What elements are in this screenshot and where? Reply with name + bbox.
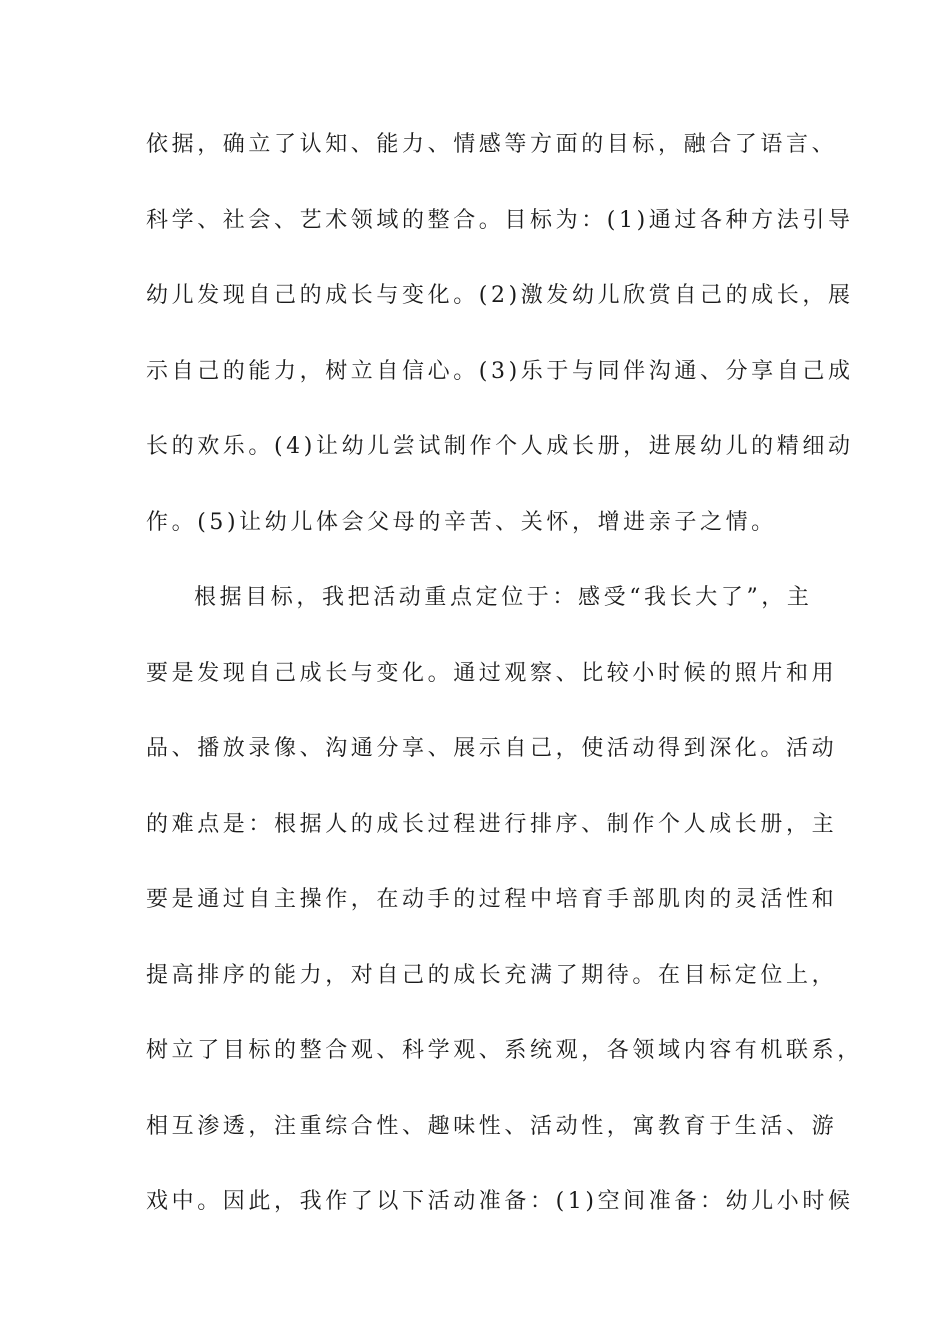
text-line: 作。(5)让幼儿体会父母的辛苦、关怀，增进亲子之情。	[146, 509, 777, 535]
text-line: 品、播放录像、沟通分享、展示自己，使活动得到深化。活动	[146, 736, 838, 761]
text-line: 示自己的能力，树立自信心。(3)乐于与同伴沟通、分享自己成	[146, 358, 854, 384]
text-line: 要是发现自己成长与变化。通过观察、比较小时候的照片和用	[146, 660, 838, 686]
text-line: 依据，确立了认知、能力、情感等方面的目标，融合了语言、	[146, 132, 838, 157]
body-text	[146, 126, 863, 1259]
text-line: 幼儿发现自己的成长与变化。(2)激发幼儿欣赏自己的成长，展	[146, 283, 854, 308]
text-line: 戏中。因此，我作了以下活动准备：(1)空间准备：幼儿小时候	[146, 1189, 854, 1214]
text-line: 的难点是：根据人的成长过程进行排序、制作个人成长册，主	[146, 811, 838, 837]
text-line: 相互渗透，注重综合性、趣味性、活动性，寓教育于生活、游	[146, 1113, 838, 1139]
text-line: 长的欢乐。(4)让幼儿尝试制作个人成长册，进展幼儿的精细动	[146, 434, 854, 459]
paragraph-first-line: 根据目标，我把活动重点定位于：感受“我长大了”，主	[194, 585, 813, 610]
text-line: 树立了目标的整合观、科学观、系统观，各领域内容有机联系，	[146, 1038, 863, 1063]
text-line: 科学、社会、艺术领域的整合。目标为：(1)通过各种方法引导	[146, 207, 854, 233]
text-line: 要是通过自主操作，在动手的过程中培育手部肌肉的灵活性和	[146, 887, 838, 912]
text-line: 提高排序的能力，对自己的成长充满了期待。在目标定位上，	[146, 962, 838, 988]
